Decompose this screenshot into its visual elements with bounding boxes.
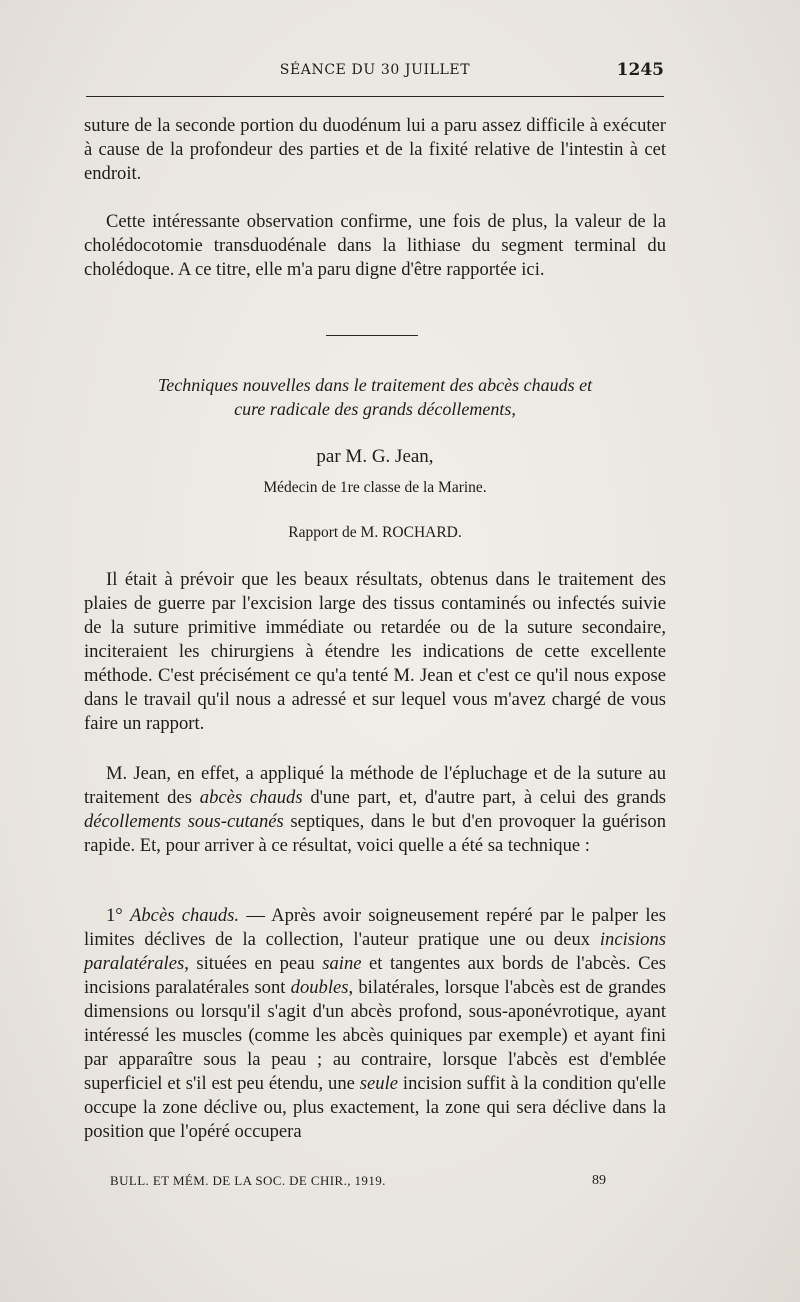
section-title-line2: cure radicale des grands décollements, [234, 399, 516, 419]
text-run: M. Jean, en effet, a appliqué la méthode de l'épluchage et de la suture au traitement des [84, 763, 666, 808]
section-title [84, 373, 666, 421]
paragraph-introduction: Il était à prévoir que les beaux résultats, obtenus dans le traitement des plaies de guerre par l'excision large des tissus contaminés ou infectés suivie de la suture primitive immédiate ou retardée ou de la suture secondaire, inciteraient les chirurgiens à étendre les indications de cette excellente méthode. C'est précisément ce qu'a tenté M. Jean et c'est ce qu'il nous expose dans le travail qu'il nous a adressé et sur lequel vous m'avez chargé de vous faire un rapport. [84, 569, 666, 734]
page-number: 1245 [616, 60, 664, 80]
page-footer [110, 1173, 610, 1195]
header-rule [86, 96, 664, 97]
italic-term: seule [359, 1073, 399, 1094]
text-run: septiques, dans le but d'en provoquer la guérison rapide. Et, pour arriver à ce résultat, voici quelle a été sa technique : [84, 811, 666, 856]
author-affiliation: Médecin de 1re classe de la Marine. [263, 479, 487, 496]
text-run: d'une part, et, d'autre part, à celui des grands [302, 787, 666, 808]
report-by: Rapport de M. ROCHARD. [288, 524, 462, 541]
text-run: incision suffit à la condition qu'elle occupe la zone déclive ou, plus exactement, la zone qui sera déclive dans la position que l'opéré occupera [84, 1073, 666, 1142]
italic-term: décollements sous-cutanés [84, 811, 284, 832]
text-run: — Après avoir soigneusement repéré par le palper les limites déclives de la collection, l'auteur pratique une ou deux [84, 905, 667, 950]
signature-mark: 89 [592, 1173, 606, 1188]
italic-heading: Abcès chauds. [130, 905, 240, 926]
paragraph-technique [84, 904, 666, 1144]
section-title-line1: Techniques nouvelles dans le traitement des abcès chauds et [157, 375, 593, 395]
running-title: SÉANCE DU 30 JUILLET [279, 62, 471, 78]
running-header [86, 60, 664, 90]
journal-citation: BULL. ET MÉM. DE LA SOC. DE CHIR., 1919. [110, 1173, 386, 1188]
text-run: 1° [106, 905, 131, 926]
italic-term: abcès chauds [199, 787, 303, 808]
text-run: , situées en peau [184, 953, 323, 974]
section-separator [326, 335, 418, 336]
italic-term: incisions paralatérales [84, 929, 666, 974]
paragraph-method [84, 762, 666, 858]
text-run: , bilatérales, lorsque l'abcès est de grandes dimensions ou lorsqu'il s'agit d'un abcès profond, sous-aponévrotique, ayant intéressé les muscles (comme les abcès quiniques par exemple) et ayant fini par apparaître sous la peau ; au contraire, lorsque l'abcès est d'emblée superficiel et s'il est peu étendu, une [84, 977, 666, 1094]
text-run: et tangentes aux bords de l'abcès. Ces incisions paralatérales sont [84, 953, 666, 998]
paragraph-conclusion: Cette intéressante observation confirme, une fois de plus, la valeur de la cholédocotomie transduodénale dans la lithiase du segment terminal du cholédoque. A ce titre, elle m'a paru digne d'être rapportée ici. [84, 211, 666, 280]
italic-term: doubles [290, 977, 349, 998]
italic-term: saine [322, 953, 362, 974]
paragraph-continuation: suture de la seconde portion du duodénum lui a paru assez difficile à exécuter à cause de la profondeur des parties et de la fixité relative de l'intestin à cet endroit. [84, 115, 666, 184]
author-line: par M. G. Jean, [316, 446, 434, 467]
